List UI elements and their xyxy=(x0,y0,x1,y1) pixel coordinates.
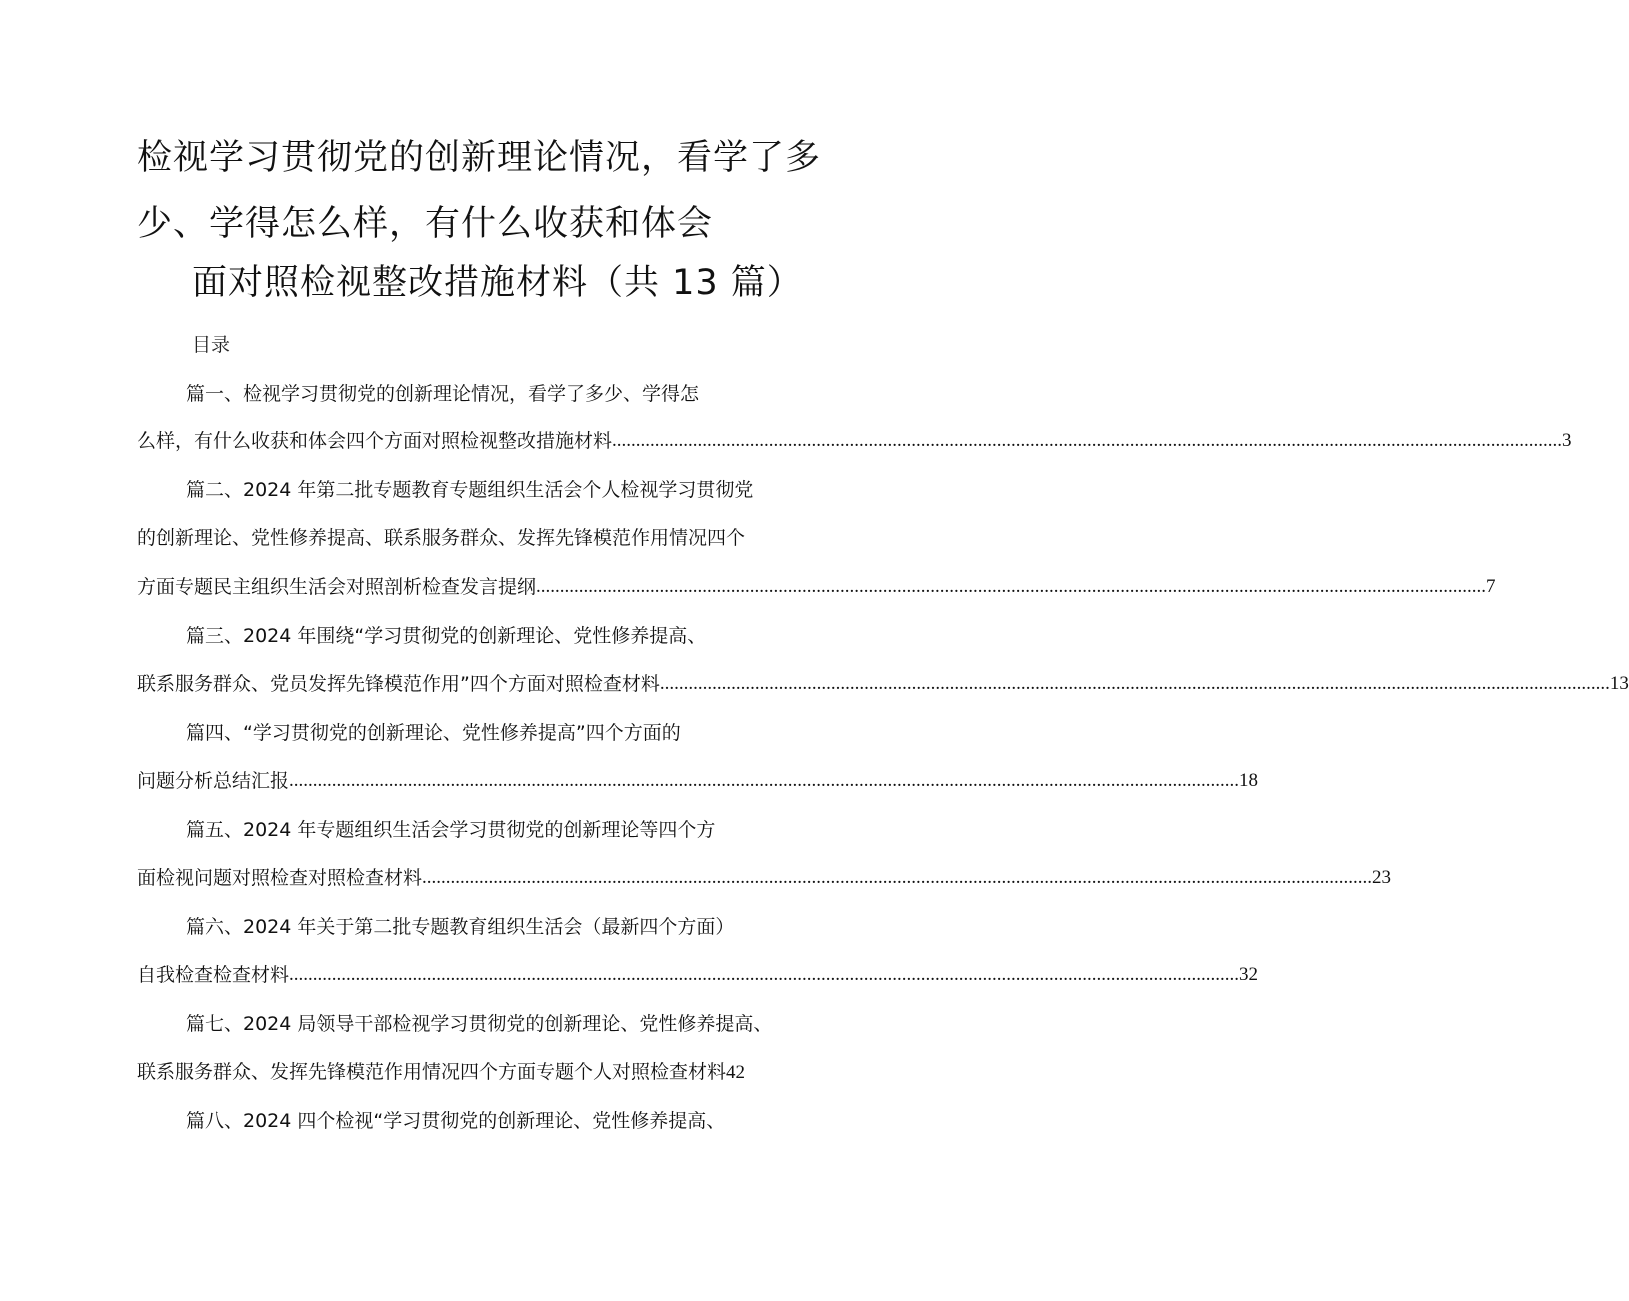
toc-entry-4-page: 18 xyxy=(1239,770,1259,791)
toc-entry-5-page: 23 xyxy=(1372,867,1392,888)
dot-leader: ........................................................................................................................................................................................................ xyxy=(422,867,1373,888)
toc-entry-2-last-line[interactable] xyxy=(137,573,1496,601)
toc-entry-7-last-line[interactable] xyxy=(137,1058,797,1086)
toc-entry-7-page: 42 xyxy=(726,1062,746,1083)
toc-entry-2-line-2[interactable]: 的创新理论、党性修养提高、联系服务群众、发挥先锋模范作用情况四个 xyxy=(137,527,746,549)
toc-entry-1-page: 3 xyxy=(1562,430,1572,451)
toc-entry-6-last-line[interactable] xyxy=(137,961,1259,989)
dot-leader: ........................................................................................................................................................................................................ xyxy=(289,964,1240,985)
toc-entry-4-last-line[interactable] xyxy=(137,767,1259,795)
toc-entry-8-line-1[interactable]: 篇八、2024 四个检视“学习贯彻党的创新理论、党性修养提高、 xyxy=(186,1110,726,1132)
toc-entry-1-text: 么样，有什么收获和体会四个方面对照检视整改措施材料 xyxy=(137,430,613,452)
toc-entry-3-text: 联系服务群众、党员发挥先锋模范作用”四个方面对照检查材料 xyxy=(137,673,660,695)
toc-entry-2-text: 方面专题民主组织生活会对照剖析检查发言提纲 xyxy=(137,576,537,598)
toc-heading: 目录 xyxy=(192,334,231,356)
document-title-line-1: 检视学习贯彻党的创新理论情况，看学了多 xyxy=(137,138,822,178)
toc-entry-5-text: 面检视问题对照检查对照检查材料 xyxy=(137,867,423,889)
toc-entry-3-line-1[interactable]: 篇三、2024 年围绕“学习贯彻党的创新理论、党性修养提高、 xyxy=(186,625,707,647)
toc-entry-3-page: 13 xyxy=(1609,673,1629,694)
toc-entry-5-last-line[interactable] xyxy=(137,864,1392,892)
toc-entry-2-line-1[interactable]: 篇二、2024 年第二批专题教育专题组织生活会个人检视学习贯彻党 xyxy=(186,479,754,501)
toc-entry-2-page: 7 xyxy=(1486,576,1496,597)
dot-leader: ........................................................................................................................................................................................................ xyxy=(289,770,1240,791)
toc-entry-7-text: 联系服务群众、发挥先锋模范作用情况四个方面专题个人对照检查材料 xyxy=(137,1061,727,1083)
toc-entry-4-line-1[interactable]: 篇四、“学习贯彻党的创新理论、党性修养提高”四个方面的 xyxy=(186,722,681,744)
document-title-line-3: 面对照检视整改措施材料（共 13 篇） xyxy=(192,263,803,303)
toc-entry-6-page: 32 xyxy=(1239,964,1259,985)
toc-entry-3-last-line[interactable] xyxy=(137,670,1629,698)
toc-entry-1-line-1[interactable]: 篇一、检视学习贯彻党的创新理论情况，看学了多少、学得怎 xyxy=(186,383,700,405)
toc-entry-6-text: 自我检查检查材料 xyxy=(137,964,290,986)
dot-leader: ........................................................................................................................................................................................................ xyxy=(659,673,1610,694)
dot-leader: ........................................................................................................................................................................................................ xyxy=(612,430,1563,451)
toc-entry-7-line-1[interactable]: 篇七、2024 局领导干部检视学习贯彻党的创新理论、党性修养提高、 xyxy=(186,1013,773,1035)
toc-entry-1-last-line[interactable] xyxy=(137,427,1572,455)
document-title-line-2: 少、学得怎么样，有什么收获和体会 xyxy=(137,204,714,244)
toc-entry-4-text: 问题分析总结汇报 xyxy=(137,770,290,792)
toc-entry-6-line-1[interactable]: 篇六、2024 年关于第二批专题教育组织生活会（最新四个方面） xyxy=(186,916,735,938)
toc-entry-5-line-1[interactable]: 篇五、2024 年专题组织生活会学习贯彻党的创新理论等四个方 xyxy=(186,819,716,841)
dot-leader: ........................................................................................................................................................................................................ xyxy=(536,576,1487,597)
